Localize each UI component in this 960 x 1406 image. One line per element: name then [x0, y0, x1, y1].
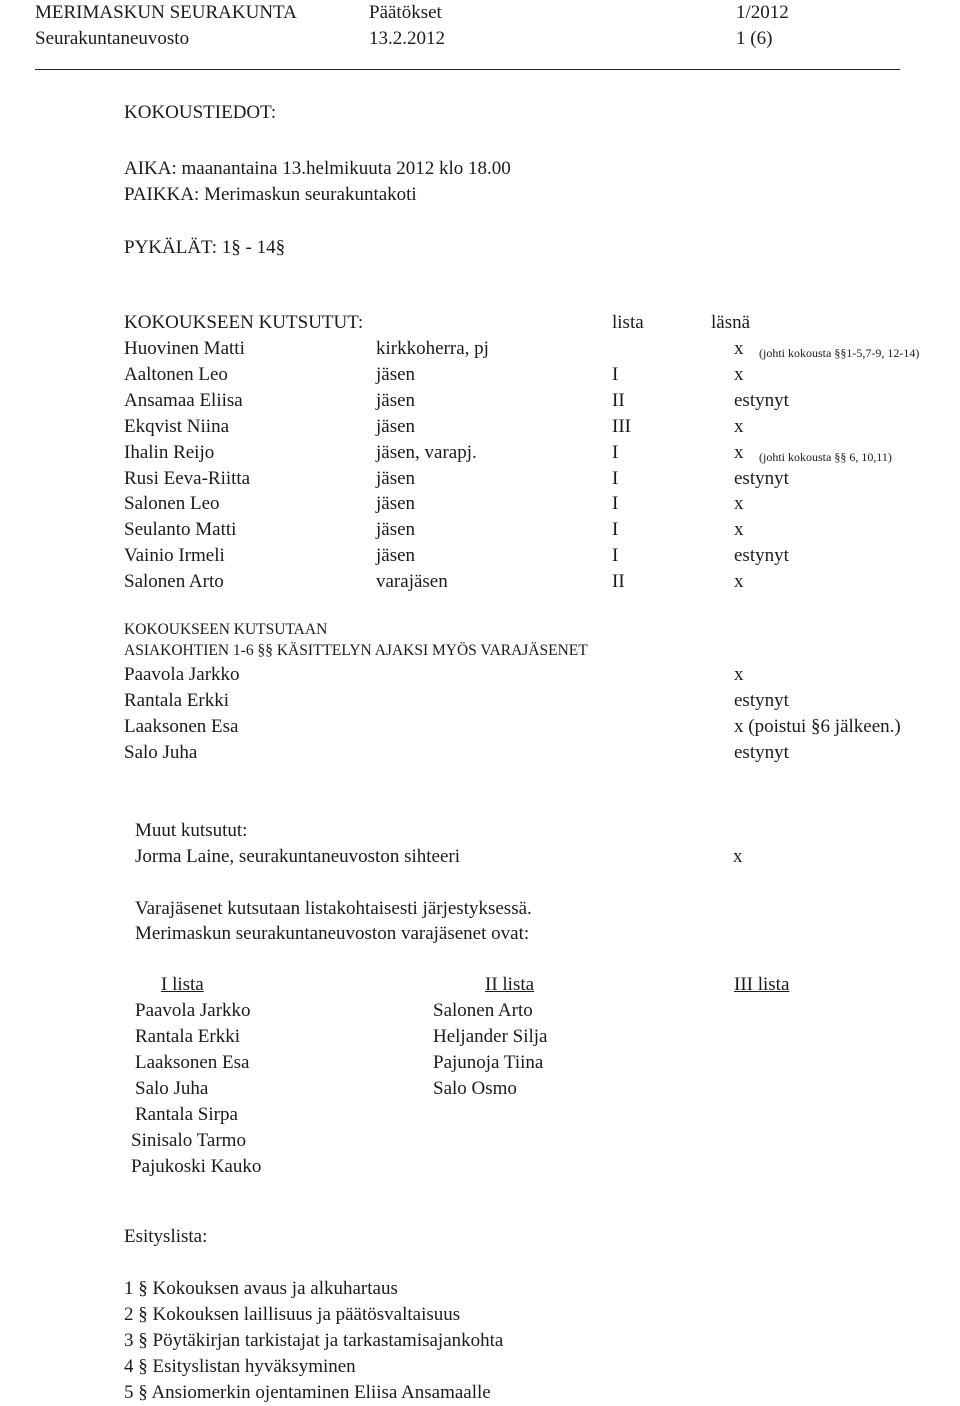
member-list: III: [612, 415, 631, 437]
meeting-place: PAIKKA: Merimaskun seurakuntakoti: [124, 184, 417, 205]
member-name: Salonen Arto: [124, 571, 224, 593]
member-name: Rusi Eeva-Riitta: [124, 467, 251, 489]
deputy-name: Paavola Jarkko: [124, 664, 240, 685]
member-present: x: [734, 571, 744, 593]
member-present: x: [734, 363, 744, 385]
member-list: I: [612, 363, 619, 385]
header-divider: [35, 69, 900, 70]
agenda-item: 3 § Pöytäkirjan tarkistajat ja tarkastamisajankohta: [124, 1330, 504, 1351]
list2-title: II lista: [485, 974, 535, 995]
list1-item: Sinisalo Tarmo: [131, 1130, 246, 1151]
member-role: jäsen: [376, 545, 416, 567]
list1-item: Salo Juha: [135, 1078, 209, 1099]
member-name: Ansamaa Eliisa: [124, 389, 243, 411]
list1-item: Paavola Jarkko: [135, 1000, 251, 1021]
agenda-item: 2 § Kokouksen laillisuus ja päätösvaltaisuus: [124, 1304, 461, 1325]
header-body: Seurakuntaneuvosto: [35, 28, 190, 49]
list2-item: Pajunoja Tiina: [433, 1052, 544, 1073]
member-name: Salonen Leo: [124, 493, 220, 515]
member-name: Ekqvist Niina: [124, 415, 230, 437]
header-page: 1 (6): [736, 28, 773, 49]
deputies-heading-2: ASIAKOHTIEN 1-6 §§ KÄSITTELYN AJAKSI MYÖS VARAJÄSENET: [124, 642, 588, 659]
member-role: jäsen: [376, 363, 416, 385]
member-list: II: [612, 571, 625, 593]
deputy-present: x (poistui §6 jälkeen.): [734, 716, 901, 737]
member-role: jäsen: [376, 389, 416, 411]
member-present: estynyt: [734, 467, 789, 489]
member-list: I: [612, 441, 619, 463]
deputy-name: Laaksonen Esa: [124, 716, 239, 737]
list1-item: Laaksonen Esa: [135, 1052, 250, 1073]
member-role: jäsen: [376, 519, 416, 541]
deputy-present: x: [734, 664, 744, 685]
deputy-name: Rantala Erkki: [124, 690, 229, 711]
list1-item: Rantala Erkki: [135, 1026, 240, 1047]
list2-item: Salonen Arto: [433, 1000, 533, 1021]
invited-heading: KOKOUKSEEN KUTSUTUT:: [124, 312, 364, 333]
agenda-item: 1 § Kokouksen avaus ja alkuhartaus: [124, 1278, 398, 1299]
list2-item: Salo Osmo: [433, 1078, 517, 1099]
list2-item: Heljander Silja: [433, 1026, 548, 1047]
member-list: I: [612, 519, 619, 541]
member-list: II: [612, 389, 625, 411]
header-date: 13.2.2012: [369, 28, 445, 49]
col-present-header: läsnä: [711, 312, 751, 333]
others-note-1: Varajäsenet kutsutaan listakohtaisesti järjestyksessä.: [135, 898, 532, 919]
list1-title: I lista: [161, 974, 204, 995]
others-present: x: [733, 846, 743, 867]
member-name: Vainio Irmeli: [124, 545, 225, 567]
member-note: (johti kokousta §§ 6, 10,11): [759, 449, 892, 464]
agenda-item: 5 § Ansiomerkin ojentaminen Eliisa Ansamaalle: [124, 1382, 491, 1403]
header-org: MERIMASKUN SEURAKUNTA: [35, 2, 297, 23]
member-role: kirkkoherra, pj: [376, 338, 489, 359]
member-present: x: [734, 493, 744, 515]
agenda-item: 4 § Esityslistan hyväksyminen: [124, 1356, 356, 1377]
deputy-present: estynyt: [734, 742, 789, 763]
member-name: Aaltonen Leo: [124, 363, 228, 385]
member-list: I: [612, 545, 619, 567]
others-heading: Muut kutsutut:: [135, 820, 248, 841]
list3-title: III lista: [734, 974, 790, 995]
member-note: (johti kokousta §§1-5,7-9, 12-14): [759, 346, 920, 360]
member-role: jäsen, varapj.: [376, 441, 477, 463]
deputies-heading-1: KOKOUKSEEN KUTSUTAAN: [124, 621, 328, 638]
member-role: jäsen: [376, 493, 416, 515]
others-person: Jorma Laine, seurakuntaneuvoston sihteeri: [135, 846, 461, 867]
member-list: I: [612, 493, 619, 515]
member-name: Huovinen Matti: [124, 338, 245, 359]
member-present: x: [734, 519, 744, 541]
header-doc-type: Päätökset: [369, 2, 442, 23]
meeting-sections: PYKÄLÄT: 1§ - 14§: [124, 237, 286, 258]
deputy-name: Salo Juha: [124, 742, 198, 763]
member-role: varajäsen: [376, 571, 448, 593]
member-role: jäsen: [376, 467, 416, 489]
agenda-heading: Esityslista:: [124, 1226, 208, 1247]
member-present: estynyt: [734, 389, 789, 411]
member-role: jäsen: [376, 415, 416, 437]
col-list-header: lista: [612, 312, 644, 333]
member-name: Ihalin Reijo: [124, 441, 215, 463]
meeting-time: AIKA: maanantaina 13.helmikuuta 2012 klo 18.00: [124, 158, 511, 179]
member-name: Seulanto Matti: [124, 519, 237, 541]
member-present: x: [734, 415, 744, 437]
list1-item: Rantala Sirpa: [135, 1104, 238, 1125]
others-note-2: Merimaskun seurakuntaneuvoston varajäsenet ovat:: [135, 923, 530, 944]
member-present: x: [734, 441, 744, 463]
deputy-present: estynyt: [734, 690, 789, 711]
member-present: estynyt: [734, 545, 789, 567]
list1-item: Pajukoski Kauko: [131, 1156, 262, 1177]
header-doc-number: 1/2012: [736, 2, 789, 23]
member-list: I: [612, 467, 619, 489]
member-present: x: [734, 338, 744, 359]
meeting-info-title: KOKOUSTIEDOT:: [124, 102, 277, 123]
